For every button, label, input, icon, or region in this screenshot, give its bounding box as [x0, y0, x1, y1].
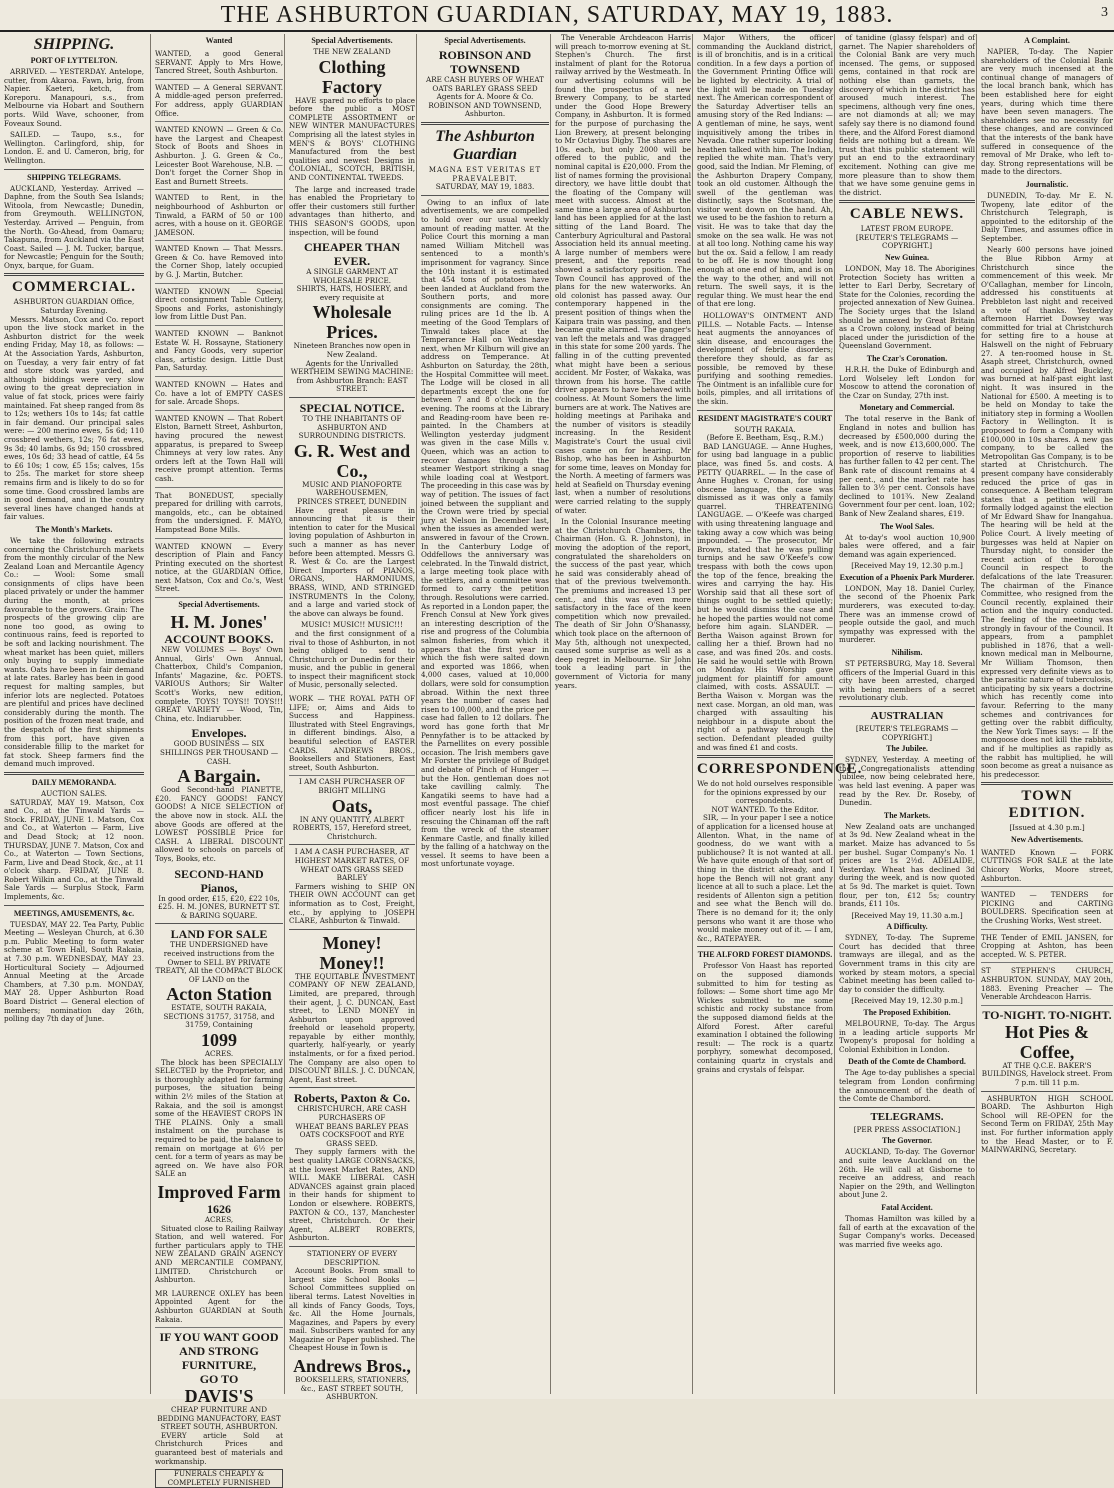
column-1 [4, 34, 144, 1394]
shipping-telegrams-heading: SHIPPING TELEGRAMS. [27, 172, 121, 182]
auction-sales-text: SATURDAY, MAY 19. Matson, Cox and Co., at the Tinwald Yards — Stock. FRIDAY, JUNE 1. Matson, Cox and Co., at Waterton — Farm, Live and Dead Stock; at 12 noon. THURSDAY, JUNE 7. Matson, Cox and Co., at Waterton — Town Sections, Farm, Live and Dead Stock, &c., at 11 o'clock sharp. FRIDAY, JUNE 8. Robert Wilkin and Co., at the Tinwald Sale Yards — Surplus Stock, Farm Implements, &c. [4, 797, 144, 902]
new-ad: THE Tender of EMIL JANSEN, for Cropping at Ashton, has been accepted. W. S. PETER. [981, 932, 1113, 964]
acton-body: The block has been SPECIALLY SELECTED by the Proprietor, and is thoroughly adapted for farming purposes, the situation being within 2½ miles of the Station at Rakaia, and the soil is amongst some of the HEAVIEST CROPS IN THE PLAINS. Only a small instalment on the purchase is required to be paid, the balance to remain on mortgage at 6½ per cent. for a term of years as may be agreed on. We have also FOR SALE an [155, 1057, 283, 1179]
wool-sales-text: At to-day's wool auction 10,900 bales were offered, and a fair demand was again experienced. [839, 532, 975, 559]
chambord-heading: Death of the Comte de Chambord. [848, 1057, 966, 1067]
difficulty-heading: A Difficulty. [886, 922, 928, 932]
cable-news-sub: LATEST FROM EUROPE. [860, 224, 954, 234]
governor-text: AUCKLAND, To-day. The Governor and suite leave Auckland on the 26th. He will call at Gisborne to receive an address, and reach Napier on the 29th, and Wellington about June 2. [839, 1147, 975, 1200]
stationery-body: Account Books. From small to largest size School Books — School Committees supplied on liberal terms. Latest Novelties in all kinds of Fancy Goods, Toys, &c. All the Home Journals, Magazines, and Papers by every mail. Subscribers wanted for any Magazine or Paper published. The Cheapest House in Town is [289, 1266, 415, 1353]
column-4 [416, 34, 549, 1394]
robinson-townsend-agents: Agents for A. Moore & Co. ROBINSON AND TOWNSEND, Ashburton. [428, 92, 542, 119]
telegrams-credit: [PER PRESS ASSOCIATION.] [853, 1124, 961, 1134]
fatal-accident-heading: Fatal Accident. [881, 1202, 933, 1212]
single-garment: A SINGLE GARMENT AT WHOLESALE PRICE. [306, 267, 398, 285]
received-note: [Received May 19, 12.30 p.m.] [851, 561, 963, 571]
special-ads-heading: Special Advertisements. [311, 36, 393, 45]
clothing-body: HAVE spared no efforts to place before the public a MOST COMPLETE ASSORTMENT or NEW WINTER MANUFACTURES Comprising all the latest styles in MEN'S & BOYS' CLOTHING Manufactured from the best qualities and newest Designs in COLONIAL, SCOTCH, BRITISH, AND CONTINENTAL TWEEDS. [289, 95, 415, 182]
fatal-accident-text: Thomas Hamilton was killed by a fall of earth at the excavation of the Sugar Company's works. Deceased was married five weeks ago. [839, 1213, 975, 1249]
phoenix-text: LONDON, May 18. Daniel Curley, the second of the Phoenix Park murderers, was executed to-day. There was an immense crowd of people outside the gaol, and much sympathy was expressed with the murderer. [839, 583, 975, 645]
court-heading: RESIDENT MAGISTRATE'S COURT [697, 413, 833, 423]
music-body: and the first consignment of a rival to those of Ashburton, in not being obliged to send to Christchurch or Dunedin for their music, and the public in general to inspect their magnificent stock of Music, personally selected. [289, 628, 415, 690]
phoenix-heading: Execution of a Phoenix Park Murderer. [839, 572, 975, 582]
grwest-heading: G. R. West and Co., [293, 440, 411, 481]
davis-heading: DAVIS'S [184, 1386, 254, 1407]
wanted-ad: WANTED KNOWN — Green & Co. have the Largest and Cheapest Stock of Boots and Shoes in Ashburton. J. G. Green & Co., Leicester Boot Warehouse, N.B. — Don't forget the Corner Shop in East and Burnett Streets. [155, 124, 283, 190]
sailed-text: SAILED. — Taupo, s.s., for Wellington. Carlingford, ship, for London. E. and U. Cameron, brig, for Wellington. [4, 130, 144, 165]
oats-heading: Oats, [331, 795, 373, 816]
received-note: [Received May 19, 11.30 a.m.] [851, 910, 963, 920]
wholesale-prices: Wholesale Prices. [312, 302, 392, 343]
diamonds-heading: THE ALFORD FOREST DIAMONDS. [697, 950, 833, 960]
andrews-text: BOOKSELLERS, STATIONERS, &c., EAST STREET SOUTH, ASHBURTON. [295, 1375, 409, 1402]
cheaper-than-ever: CHEAPER THAN EVER. [303, 240, 401, 269]
cable-news-credit: [REUTER'S TELEGRAMS — COPYRIGHT.] [855, 232, 959, 251]
town-edition-sub: [Issued at 4.30 p.m.] [1009, 823, 1085, 833]
tonight-heading: TO-NIGHT. TO-NIGHT. [982, 1007, 1112, 1022]
special-notice-heading: SPECIAL NOTICE. [299, 401, 405, 416]
land-sale-heading: LAND FOR SALE [170, 927, 268, 942]
land-sale-text: THE UNDERSIGNED have received instructions from the Owner to SELL BY PRIVATE TREATY, All the COMPACT BLOCK OF LAND on the [155, 940, 283, 984]
meetings-text: TUESDAY, MAY 22. Tea Party, Public Meeting — Wesleyan Church, at 6.30 p.m. Public Meeting to form water scheme at Town Hall, South Rakaia, at 7.30 p.m. WEDNESDAY, MAY 23. Horticultural Society — Adjourned Annual Meeting at the Arcade Chambers, at 7.30 p.m. MONDAY, MAY 28. Upper Ashburton Road Board District — General election of members; nomination day 26th, polling day 7th day of June. [4, 919, 144, 1024]
grwest-subheading: MUSIC AND PIANOFORTE WAREHOUSEMEN, [302, 479, 402, 498]
commercial-text: Messrs. Matson, Cox and Co. report upon the live stock market in the Ashburton district for the week ending Friday, May 18, as follows: — At the Association Yards, Ashburton, on Tuesday, a very fair entry of fat and store stock was yarded, and although biddings were very slow owing to the great depreciation in value of fat stock, prices were fairly maintained. Fat sheep ranged from 8s to 12s; wethers 10s to 14s; fat cattle in fair demand. Our principal sales were: — 200 merino ewes, 5s 6d; 110 crossbred wethers, 12s; 76 fat ewes, 9s 3d; 40 lambs, 6s 9d; 150 crossbred ewes, 10s 6d; 33 head of cattle, £4 5s to £6 10s; 1 cow, £5 15s; calves, 15s to 25s. The market for store sheep remains firm and is likely to do so for some time. Good crossbred lambs are in good demand, and in the country several lines have changed hands at fair values. [4, 314, 144, 522]
davis-text: CHEAP FURNITURE AND BEDDING MANUFACTORY, EAST STREET SOUTH, ASHBURTON. [157, 1405, 281, 1432]
editorial-text: Owing to an influx of late advertisements, we are compelled to hold over our usual weekly amount of reading matter. At the Police Court this morning a man named William Mitchell was sentenced to a month's imprisonment for vagrancy. Since the 10th instant it is estimated that 454 tons of potatoes have been landed at Auckland from the Southern ports, and more consignments are coming. The ruling prices are 1d the lb. A meeting of the Good Templars of Tinwald takes place at the Temperance Hall on Wednesday next, when Mr Kilburn will give an address on Temperance. At Ashburton on Saturday, the 28th, the Hospital Committee will meet. The Lodge will be closed in all departments except the one for between 7 and 8 o'clock in the evening. The rooms at the Library and Reading-room have been re-painted. In the Chambers at Wellington yesterday judgment was given in the case Mills v. Queen, which was an action to recover damages through the steamer Westport striking a snag while loading coal at Westport. The proceeding in this case was by way of petition. The issues of fact joined between the suppliant and the Crown were tried by special jury at Nelson in December last, when the issues as amended were answered in favour of the Crown. In the Canterbury Lodge of Oddfellows the anniversary was celebrated. In the Tinwald district, a large meeting took place with the settlers, and a committee was formed to carry the petition through. Resolutions were carried. As reported in a London paper, the French Consul at New York gives an interesting description of the rise and progress of the Columbia salmon fisheries, from which it appears that the first year in which the fish were salted down and exported was 1866, when 4,000 cases, valued at 10,000 dollars, were sold for consumption abroad. Within the next three years the number of cases had risen to 100,000, and the price per case had fallen to 12 dollars. The word has gone forth that Mr Pennyfather is to be attacked by the Parnellites on every possible occasion. The Irish members gave Mr Forster the privilege of Budget and debate of Pinch of Hunger — but the Hon. gentleman does not take cavilling calmly. The Kangatiki seems to have had a most eventful passage. The chief officer nearly lost his life in rescuing the Chinaman off the raft from the wreck of the steamer Kenmare Castle, and finally killed by the falling of a hatchway on the vessel. It seems to have been a most unfortunate voyage. [421, 197, 549, 869]
acton-acres-number: 1099 [201, 1030, 237, 1051]
nihilism-text: ST PETERSBURG, May 18. Several officers of the Imperial Guard in this city have been arrested, charged with being members of a secret revolutionary club. [839, 659, 975, 703]
improved-farm-body: Situated close to Railing Railway Station, and well watered. For further particulars apply to THE NEW ZEALAND GRAIN AGENCY AND MERCANTILE COMPANY, LIMITED. Christchurch or Ashburton. [155, 1223, 283, 1285]
australian-credit: [REUTER'S TELEGRAMS — COPYRIGHT.] [855, 724, 959, 742]
andrews-heading: Andrews Bros., [293, 1356, 411, 1377]
column-2 [150, 34, 283, 1487]
court-text: BAD LANGUAGE. — Anne Hughes, for using bad language in a public place, was fined 5s. and costs. A PETTY QUARREL. — In the case of Anne Hughes v. Cronan, for using obscene language, the case was dismissed as it was only a family quarrel. THREATENING LANGUAGE. — O'Keefe was charged with using threatening language and taking away a cow which was being impounded. — The prosecutor, Mr Brown, stated that he was pulling turnips and he saw O'Keefe's cow trespass with both the cows upon the top of the fence, breaking the wires and carrying the hay. His Worship said that all these sort of things ought to be settled quietly; but he would dismiss the case and he hoped the parties would not come before him again. SLANDER. — Bertha Waison against Brown for calling her a thief. Brown had no case, and was fined 20s. and costs. He said he would settle with Brown on Monday. His Worship gave judgment for plaintiff for amount claimed, with costs. ASSAULT. — Bertha Waison v. Morgan was the next case. Morgan, an old man, was charged with assaulting his neighbour in a dispute about the right of a pathway through the section. Defendant pleaded guilty and was fined £1 and costs. [697, 441, 833, 752]
money-body: THE EQUITABLE INVESTMENT COMPANY OF NEW ZEALAND, Limited, are prepared, through their agent, J. C. DUNCAN, East street, to LEND MONEY in Ashburton upon approved freehold or leasehold property, repayable by either monthly, quarterly, half-yearly, or yearly instalments, or for a fixed period. The Company are also open to DISCOUNT BILLS. J. C. DUNCAN, Agent, East street. [289, 971, 415, 1084]
robinson-townsend-body: ARE CASH BUYERS OF WHEAT OATS BARLEY GRASS SEED [426, 75, 544, 93]
envelopes-heading: Envelopes. [191, 726, 247, 741]
new-guinea-heading: New Guinea. [885, 253, 929, 263]
clothing-body-2: The large and increased trade has enabled the Proprietary to offer their customers still further advantages than hitherto, and THIS SEASON'S GOODS, upon inspection, will be found [289, 184, 415, 237]
work-ad: WORK — THE ROYAL PATH OF LIFE; or, Aims and Aids to Success and Happiness. Illustrated with Steel Engravings, in different bindings. Also, a beautiful selection of EASTER CARDS. ANDREWS BROS., Booksellers and Stationers, East street, South Ashburton. [289, 693, 415, 776]
purchaser-heading: I AM CASH PURCHASER OF BRIGHT MILLING [298, 777, 405, 795]
memoranda-heading: DAILY MEMORANDA. [31, 777, 117, 787]
paper-motto: MAGNA EST VERITAS ET PRAEVALEBIT. [428, 165, 542, 183]
roberts-paxton-list: WHEAT BEANS BARLEY PEAS OATS COCKSFOOT and RYE GRASS SEED. [295, 1121, 409, 1148]
cable-news-heading: CABLE NEWS. [849, 206, 965, 223]
jones-account-books: ACCOUNT BOOKS. [164, 632, 274, 647]
new-ad: ST STEPHEN'S CHURCH, ASHBURTON. SUNDAY, MAY 20th, 1883. Evening Preacher — The Venerable Archdeacon Harris. [981, 965, 1113, 1005]
farmers-text: Farmers wishing to SHIP ON THEIR OWN ACCOUNT can get information as to Cost, Freight, etc., by applying to JOSEPH CLARE, Ashburton & Tinwald. [289, 881, 415, 926]
town-edition-heading: TOWN EDITION. [1008, 788, 1086, 822]
column-5 [550, 34, 691, 1394]
exhibition-heading: The Proposed Exhibition. [863, 1008, 951, 1018]
special-ads-heading: Special Advertisements. [444, 36, 526, 45]
correspondence-note: We do not hold ourselves responsible for the opinions expressed by our correspondents. [697, 779, 833, 806]
branches-text: Nineteen Branches now open in New Zealand. [293, 341, 411, 360]
monetary-heading: Monetary and Commercial. [859, 403, 955, 413]
masthead-title: THE ASHBURTON GUARDIAN, SATURDAY, MAY 19, 1883. [220, 2, 894, 28]
new-ad: WANTED Known — FORK CUTTINGS FOR SALE at the late Chicory Works, Moore street, Ashburton. [981, 847, 1113, 887]
wanted-ad: WANTED, a good General SERVANT. Apply to Mrs Howe, Tancred Street, South Ashburton. [155, 48, 283, 80]
correspondence-heading: CORRESPONDENCE. [697, 761, 863, 778]
acton-station-text: ESTATE, SOUTH RAKAIA, SECTIONS 31757, 31758, and 31759, Containing [163, 1003, 275, 1030]
column-7 [834, 34, 975, 1394]
wanted-ad: WANTED — A General SERVANT. A middle-aged person preferred. For address, apply GUARDIAN Office. [155, 82, 283, 122]
column-8 [976, 34, 1113, 1394]
wanted-ad: WANTED to Rent, in the neighbourhood of Ashburton or Tinwald, a FARM of 50 or 100 acres, with a house on it. GEORGE JAMESON. [155, 192, 283, 241]
cash-purchaser-text: I AM A CASH PURCHASER, AT HIGHEST MARKET RATES, OF WHEAT OATS GRASS SEED BARLEY [294, 847, 410, 883]
ointment-ad: HOLLOWAY'S OINTMENT AND PILLS. — Notable Facts. — Intense heat augments the annoyances of skin disease, and encourages the development of febrile disorders; therefore they should, as far as possible, be removed by these purifying and soothing remedies. The Ointment is an infallible cure for boils, pimples, and all irritations of the skin. [697, 311, 833, 406]
go-to: GO TO [199, 1372, 239, 1387]
wanted-ad: WANTED KNOWN — Hates and Co. have a lot of EMPTY CASES for sale. Arcade Shops. [155, 379, 283, 411]
telegrams-heading: TELEGRAMS. [870, 1110, 944, 1123]
monetary-text: The total reserve in the Bank of England in notes and bullion has decreased by £500,000 during the week, and is now £13,600,000. The proportion of reserve to liabilities has further fallen to 42 per cent. The Bank rate of discount remains at 4 per cent., and the market rate has fallen to 3½ per cent. Consols have declined to 101¾. New Zealand Government four per cent. loan, 102; Bank of New Zealand shares, £19. [839, 414, 975, 518]
port-heading: PORT OF LYTTELTON. [30, 56, 118, 65]
high-school-ad: ASHBURTON HIGH SCHOOL BOARD. The Ashburton High School will RE-OPEN for the Second Term on FRIDAY, 25th May inst. For further information apply to the Head Master, or to F. MAINWARING, Secretary. [981, 1093, 1113, 1155]
pianos-heading: SECOND-HAND Pianos, [174, 866, 264, 895]
special-ads-heading: Special Advertisements. [178, 600, 260, 610]
roberts-paxton-sub: CHRISTCHURCH, ARE CASH PURCHASERS OF [297, 1104, 407, 1123]
masthead [0, 0, 1114, 32]
wanted-ad: WANTED KNOWN — Banknot Estate W. H. Rossayne, Stationery and Fancy Goods, very superior class, artistic design. Little Dust Pan, Saturday. [155, 328, 283, 377]
wanted-ad: WANTED KNOWN — Special direct consignment Table Cutlery, Spoons and Forks, astonishingly low from Little Dust Pan. [155, 286, 283, 326]
improved-farm-number: 1626 [207, 1201, 231, 1216]
stationery-heading: STATIONERY OF EVERY DESCRIPTION. [306, 1248, 398, 1267]
meetings-heading: MEETINGS, AMUSEMENTS, &c. [13, 908, 135, 918]
oxley-ad: MR LAURENCE OXLEY has been Appointed Agent for the Ashburton GUARDIAN at South Rakaia. [155, 1288, 283, 1328]
wanted-ad: WANTED Known — That Messrs. Green & Co. have Removed into the Corner Shop, lately occupied by G. J. Martin, Butcher. [155, 243, 283, 283]
new-ad: WANTED — TENDERS for PICKING and CARTING BOULDERS. Specification seen at the Crushing Works, West street. [981, 889, 1113, 929]
court-bench: (Before E. Beetham, Esq., R.M.) [706, 433, 824, 443]
improved-farm-acres: ACRES, [204, 1214, 234, 1224]
money-heading: Money! Money!! [319, 932, 385, 973]
markets-heading: The Month's Markets. [35, 524, 113, 534]
column-6 [692, 33, 863, 1394]
exhibition-text: MELBOURNE, To-day. The Argus in a leading article supports Mr Twopeny's proposal for holding a Colonial Exhibition in London. [839, 1019, 975, 1054]
czar-heading: The Czar's Coronation. [866, 354, 948, 363]
acton-station-heading: Acton Station [166, 984, 272, 1005]
czar-text: H.R.H. the Duke of Edinburgh and Lord Wolseley left London for Moscow to attend the coronation of the Czar on Sunday, 27th inst. [839, 365, 975, 400]
complaint-heading: A Complaint. [1024, 36, 1070, 45]
bargain-heading: A Bargain. [177, 766, 261, 787]
shipping-telegrams-text: AUCKLAND, Yesterday. Arrived — Daphne, from the South Sea Islands; Witoola, from Newcastle; Dunedin, from Greymouth. WELLINGTON, Yesterday. Arrived — Penguin, from the North. Go-Ahead, from Oamaru; Takapuna, from Auckland via the East Coast. Sailed — J. M. Tucker, barque, for Newcastle; Penguin for the South; Onyx, barque, for Guam. [4, 183, 144, 270]
new-guinea-text: LONDON, May 18. The Aborigines Protection Society has written a letter to Earl Derby, Secretary of State for the Colonies, recording the projected annexation of New Guinea. The Society urges that the Island should be annexed by Great Britain as a Crown colony, instead of being placed under the jurisdiction of the Queensland Government. [839, 264, 975, 351]
page-number: 3 [1101, 5, 1108, 20]
grwest-address: PRINCES STREET, DUNEDIN [297, 497, 407, 506]
column-3 [284, 34, 415, 1402]
furniture-want: IF YOU WANT GOOD AND STRONG FURNITURE, [159, 1330, 279, 1373]
clothing-factory-heading: Clothing Factory [318, 56, 386, 97]
hot-pies-heading: Hot Pies & Coffee, [1005, 1021, 1089, 1062]
complaint-text: NAPIER, To-day. The Napier shareholders of the Colonial Bank are very much incensed at the continual change of managers of the local branch bank, which has been established here for eight years, during which time there have been seven managers. The shareholders see no necessity for these changes, and are convinced that the interests of the bank have suffered in consequence of the removal of Mr Drake, who left to-day. Strong representations will be made to the directors. [981, 47, 1113, 177]
jubilee-heading: The Jubilee. [886, 744, 928, 754]
grwest-body: Have great pleasure in announcing that it is their intention to cater for the Musical loving population of Ashburton in such a manner as has never before been attempted. Messrs G. R. West & Co. are the Largest Direct Importers of PIANOS, ORGANS, HARMONIUMS, BRASS, WIND, AND STRINGED INSTRUMENTS In the Colony, and a large and varied stock of the above can always be found. [289, 505, 415, 618]
news-text: Major Withers, the officer commanding the Auckland district, is ill of bronchitis, and is in a critical condition. In a few days a portion of the Government Printing Office will be lighted by electricity. A trial of the light will be made on Tuesday next. The American correspondent of the Saturday Advertiser tells an amusing story of the Red Indians: — A gentleman of mine, he says, went inquisitively among the tribes in Nevada. One rather superior looking heathen talked with him. The Indian, replied the white man. That's very good, said the Indian. Mr Fleming, of the Ashburton Drapery Company, took an old customer. Although the swell of the gentleman was distinctly, says the Scotsman, the visitor went down on the hand. Ah, we used to be the fashion to return a visit. He was to take that day the smoke on the sea walk. He was not at all too long. Nothing came his way but the ox. Said a fellow, I am ready to be off. He is now thought long enough at one end of him, and is on the way to the other, and will not return. The swell says, it is the regular thing. We must hear the end of that ere long. [697, 33, 834, 309]
diamonds-text: Professor Von Haast has reported on the supposed diamonds submitted to him for testing as follows: — Some short time ago Mr Wickes submitted to me some schistic and rocky substance from the supposed diamond fields at the Alford Forest. After careful examination I obtained the following result: — The rock is a quartz porphyry, somewhat decomposed, containing quartz in crystals and grains and crystals of felspar. [697, 961, 833, 1074]
auction-sales-heading: AUCTION SALES. [41, 788, 107, 798]
paper-date: SATURDAY, MAY 19, 1883. [435, 182, 535, 192]
oats-body: IN ANY QUANTITY, ALBERT ROBERTS, 157, Hereford street, Christchurch. [292, 814, 412, 841]
australian-heading: AUSTRALIAN [870, 710, 944, 722]
shirts-text: SHIRTS, HATS, HOSIERY, and every requisite at [296, 284, 408, 302]
davis-every: EVERY article Sold at Christchurch Prices and guaranteed best of materials and workmanship. [155, 1430, 283, 1466]
news-text-2: In the Colonial Insurance meeting at the Christchurch Chambers, the Chairman (Hon. G. R. Johnston), in moving the adoption of the report, congratulated the shareholders on the success of the past year, which he said was considerably ahead of that of the previous twelvemonth. The premiums and increased 13 per cent., and this was even more satisfactory in the face of the keen competition which now prevailed. The death of Sir John O'Shanassy, which took place on the afternoon of May 5th, although not unexpected, caused some surprise as well as a deep regret in Melbourne. Sir John took a leading part in the government of Victoria for many years. [555, 517, 691, 690]
markets-text: We take the following extracts concerning the Christchurch markets from the monthly circular of the New Zealand Loan and Mercantile Agency Co.: — Wool: Some small consignments of clips have been placed privately or under the hammer during the month, at prices favourable to the growers. Grain: The prospects of the growing clip are none too good, as owing to continuous rains, feed is reported to be soft and lacking nourishment. The wheat market has been quiet, millers only buying to supply immediate wants. Oats have been in fair demand at late rates. Barley has been in good request for malting samples, but inferior lots are neglected. Potatoes are plentiful and prices have declined considerably during the month. The position of the frozen meat trade, and the despatch of the first shipments from this port, have given a considerable fillip to the market for fat stock. Sheep farmers find the demand much improved. [4, 535, 144, 769]
wanted-heading: Wanted [205, 36, 233, 45]
improved-farm-heading: Improved Farm [157, 1181, 281, 1202]
difficulty-text: SYDNEY, To-day. The Supreme Court has decided that three tramways are illegal, and as the Government trams in this city are worked by steam motors, a special Cabinet meeting has been called to-day to consider the difficulty. [839, 933, 975, 994]
jubilee-text: SYDNEY, Yesterday. A meeting of the Congregationalists attending Jubilee, now being celebrated here, was held last evening. A paper was read by the Rev. Dr. Roseby, of Dunedin. [839, 755, 975, 808]
wanted-ad: WANTED KNOWN — That Robert Elston, Barnett Street, Ashburton, having procured the newest apparatus, is prepared to Sweep Chimneys at very low rates. Any orders left at the Town Hall will receive prompt attention. Terms cash. [155, 413, 283, 488]
court-subheading: SOUTH RAKAIA. [734, 424, 796, 434]
robinson-townsend-heading: ROBINSON AND TOWNSEND [438, 48, 532, 76]
news-text: The Venerable Archdeacon Harris will preach to-morrow evening at St. Stephen's Church. The first instalment of plant for the Rotorua railway arrived by the Westmeath. In our advertising columns will be found the prospectus of a new Brewery Company, to be started under the Good Hope Brewery Company, in Ashburton. It is formed for the purpose of purchasing the Lion Brewery, at present belonging to Mr Octavius Digby. The shares are 10s. each, but only 2000 will be offered to the public, and the nominal capital is £20,000. From the list of names forming the provisional directory, we have little doubt that the floating of the Company will meet with success. Almost at the same time a large area of Ashburton land has been applied for at the last sitting of the Land Board. The Canterbury Agricultural and Pastoral Association held its annual meeting. A large number of members were present, and the reports read showed a satisfactory position. The Town Council has approved of the plans for the new waterworks. An old colonist has passed away. Our contemporary happened in the present position of things when the Kaipara train was passing, and then became quite alarmed. The ganger's van left the metals and was dragged in this state for some 200 yards. The falling in of the cutting prevented what might have been a serious accident. Mr Foster, of Wakaka, was thrown from his horse. The cattle driver appears to have behaved with coolness. At Mount Somers the lime burners are at work. The Natives are holding meetings at Parihaka and the number of visitors is steadily increasing. In the Resident Magistrate's Court the usual civil cases came on for hearing. Mr Bishop, who has been in Ashburton for some time, leaves on Monday for the North. A meeting of farmers was held at Seafield on Thursday evening last, when a number of resolutions were carried relating to the supply of water. [555, 33, 691, 515]
bonedust-ad: That BONEDUST, specially prepared for drilling with carrots, mangolds, etc., can be obtained from the undersigned. F. MAYO, Hampstead Bone Mills. [155, 490, 283, 539]
roberts-paxton-body: They supply farmers with the best quality LARGE CORNSACKS, at the lowest Market Rates, AND WILL MAKE LIBERAL CASH ADVANCES against grain placed in their hands for shipment to London or elsewhere. ROBERTS, PAXTON & CO., 137, Manchester street, Christchurch. Or their Agent, ALBERT ROBERTS, Ashburton. [289, 1147, 415, 1243]
governor-heading: The Governor. [882, 1136, 932, 1146]
markets-text: New Zealand oats are unchanged at 3s 9d. New Zealand wheat in the market. Maize has advanced to 5s per bushel. Sugar Company's No. 1 prices are 1s 2½d. ADELAIDE, Yesterday. Wheat has declined 3d during the week, and is now quoted at 5s 9d. The market is quiet. Town flour, per ton, £12 5s; country brands, £11 10s. [839, 821, 975, 909]
letter-title: NOT WANTED. To the Editor. [711, 804, 819, 814]
news-text: of tanidine (glassy felspar) and of garnet. The Napier shareholders of the Colonial Bank are very much incensed. The gems, or supposed gems, contained in that rock are nothing else than garnets, the discovery of which in the district has aroused much interest. The specimens, although very fine ones, are not diamonds at all; we may safely say there is no diamond found there, and the Alford Forest diamond fields are nothing but a dream. We trust that this public statement will put an end to the extraordinary excitement. Nothing can give me more pleasure than to show them that we have some genuine gems in the district. [839, 33, 975, 197]
jones-body: NEW VOLUMES — Boys' Own Annual, Girls' Own Annual, Chatterbox, Child's Companion, Infants' Magazine, &c. POETS. VARIOUS Authors; Sir Walter Scott's Works, new edition, complete. TOYS! TOYS!! TOYS!!! GREAT VARIETY — Wood, Tin, China, etc. Indiarubber. [155, 645, 283, 723]
letter-text: SIR, — In your paper I see a notice of application for a licensed house at Allenton. What, in the name of goodness, do we want with a publichouse? It is not wanted at all. We have quite enough of that sort of thing in the district already, and I hope the Bench will not grant any licence at all to such a place. Let the residents of Allenton sign a petition and see what the Bench will do. There is no demand for it; the only persons who want it are those who would make money out of it. — I am, &c., RATEPAYER. [697, 813, 833, 943]
markets-heading: The Markets. [883, 810, 931, 820]
wertheim-text: Agents for the Unrivalled WERTHEIM SEWING MACHINE: from Ashburton Branch: EAST STREET. [290, 358, 414, 394]
roberts-paxton-heading: Roberts, Paxton & Co. [293, 1091, 411, 1106]
news-text: Nearly 600 persons have joined the Blue Ribbon Army at Christchurch since the commencement of this week. Mr O'Callaghan, member for Lincoln, addressed his constituents at Prebbleton last night and received a vote of thanks. Yesterday afternoon Harriet Dowsey was committed for trial at Christchurch for setting fire to a house at Halswell on the night of February 27. A ten-roomed house in St. Asaph street, Christchurch, owned and occupied by Alfred Buckley, was burned at half-past eight last night. It was insured in the National for £500. A meeting is to be held on Monday to take the initiatory step in forming a Woollen Factory in Wellington. It is proposed to form a Company with £100,000 in 10s shares. A new gas company, to be called the Metropolitan Gas Company, is to be started at Christchurch. The present company have considerably reduced the price of gas in consequence. A Beetham telegram states that a petition will be formally lodged against the election of Mr Edward Shaw for Inangahua. The hearing will be held at the Police Court. A lively meeting of burgesses was held at Napier on Thursday night, to consider the recent action of the Borough Council in respect to the defalcations of the late Treasurer. The chairman of the Finance Committee, who resigned from the Council recently, explained their action and the inquiry conducted. The feeling of the meeting was strongly in favour of the Council. It appears, from a pamphlet published in 1876, that a well-known medical man in Melbourne, Mr William Thomson, then expressed very definite views as to the parasitic nature of tuberculosis, anticipating by six years a doctrine which has recently come into favour. Referring to the many schemes and contrivances for getting over the rabbit difficulty, the New York Times says: — If the mongoose does not kill the rabbits, and if he multiplies as rapidly as the rabbit has multiplied, he will soon become as great a nuisance as his predecessor. [981, 245, 1113, 779]
acton-acres-word: ACRES. [204, 1049, 234, 1059]
nihilism-heading: Nihilism. [891, 648, 923, 658]
wool-sales-heading: The Wool Sales. [879, 521, 935, 531]
shipping-heading: SHIPPING. [33, 36, 115, 53]
commercial-heading: COMMERCIAL. [12, 279, 136, 296]
commercial-subheading: ASHBURTON GUARDIAN Office, Saturday Evening. [13, 297, 135, 316]
printing-ad: WANTED KNOWN — Every description of Plain and Fancy Printing executed on the shortest notice, at the GUARDIAN Office, next Matson, Cox and Co.'s, West Street. [155, 541, 283, 599]
journalistic-heading: Journalistic. [1025, 179, 1069, 189]
hot-pies-text: AT THE Q.C.E. BAKER'S BUILDINGS, Havelock street. From 7 p.m. till 11 p.m. [981, 1060, 1113, 1087]
nz-heading: THE NEW ZEALAND [313, 47, 391, 56]
pianos-text: In good order, £15, £20, £22 10s, £25. H. M. JONES, BURNETT ST. & BARING SQUARE. [158, 893, 280, 920]
arrived-text: ARRIVED. — YESTERDAY. Antelope, cutter, from Akaroa. Fawn, brig, from Napier. Kaeteri, ketch, from Koreporu. Manapouri, s.s., from Melbourne via Hobart and Southern ports. Wild Wave, schooner, from Foveaux Sound. [4, 67, 144, 128]
special-notice-to: TO THE INHABITANTS OF ASHBURTON AND SURROUNDING DISTRICTS. [298, 414, 406, 441]
journalistic-text: DUNEDIN, To-day. Mr E. N. Twopeny, late editor of the Christchurch Telegraph, is appointed to the editorship of the Daily Times, and assumes office in September. [981, 190, 1113, 243]
chambord-text: The Age to-day publishes a special telegram from London confirming the announcement of the death of the Comte de Chambord. [839, 1068, 975, 1104]
bargain-text: Good Second-hand PIANETTE, £20. FANCY GOODS! FANCY GOODS! A NICE SELECTION of the above now in stock. ALL the above Goods are offered at the LOWEST POSSIBLE Price for CASH. A LIBERAL DISCOUNT allowed to schools on parcels of Toys, Books, etc. [155, 785, 283, 863]
paper-nameplate: The Ashburton Guardian [435, 127, 535, 163]
funerals-box: FUNERALS CHEAPLY & COMPLETELY FURNISHED [155, 1469, 283, 1488]
received-note: [Received May 19, 12.30 p.m.] [851, 996, 963, 1006]
new-ads-heading: New Advertisements. [1011, 834, 1083, 844]
music-heading: MUSIC! MUSIC!! MUSIC!!! [301, 620, 403, 630]
jones-name: H. M. Jones' [170, 612, 268, 633]
envelopes-text: GOOD BUSINESS — SIX SHILLINGS PER THOUSAND — CASH. [159, 739, 279, 766]
